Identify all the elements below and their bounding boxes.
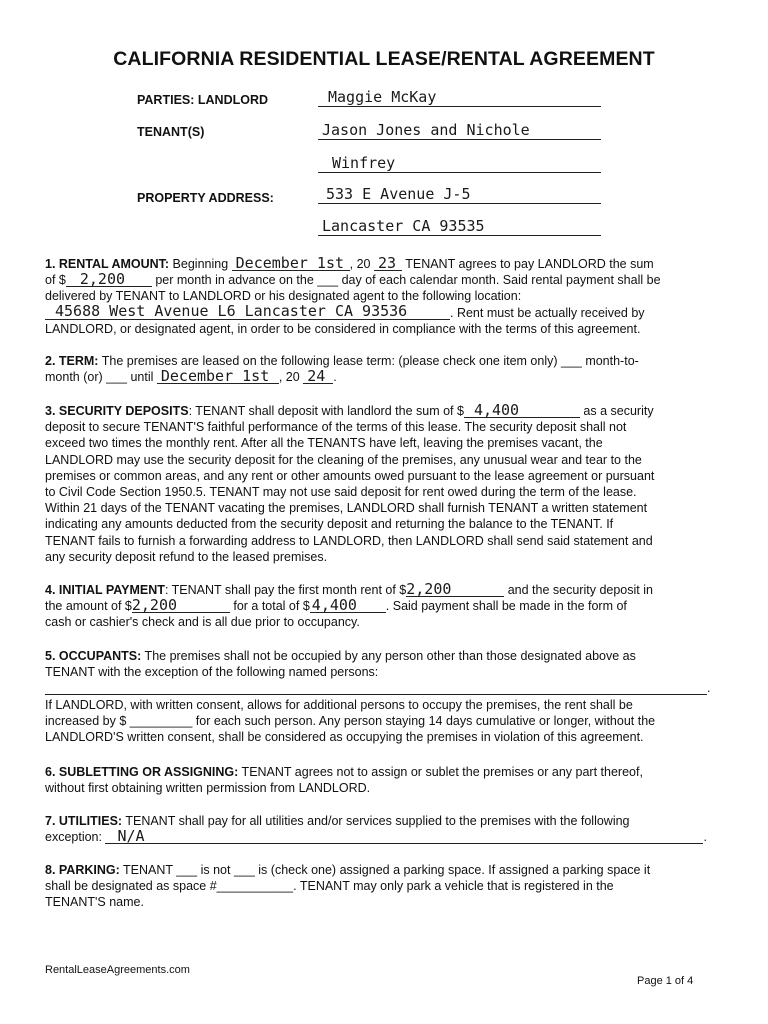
- parking-line-2: shall be designated as space #___________. TENANT may only park a vehicle that is registered in the: [45, 879, 614, 894]
- term-until-year-field: [303, 366, 333, 385]
- tenants-field-2: [318, 155, 601, 173]
- occupants-names-field: [45, 681, 707, 695]
- initial-line-3: cash or cashier's check and is all due prior to occupancy.: [45, 615, 360, 630]
- occupants-line-2: TENANT with the exception of the following named persons:: [45, 665, 379, 680]
- parking-heading: 8. PARKING:: [45, 863, 120, 877]
- rent-line-3: delivered by TENANT to LANDLORD or his designated agent to the following location:: [45, 289, 522, 304]
- rent-text-1: Beginning: [169, 257, 232, 271]
- deposit-line: LANDLORD may use the security deposit for the cleaning of the premises, any unusual wear and tear to the: [45, 452, 642, 467]
- utilities-exception-field: [105, 826, 703, 845]
- footer-site: RentalLeaseAgreements.com: [45, 964, 190, 976]
- deposit-line: indicating any amounts deducted from the security deposit and returning the balance to the TENANT. If: [45, 517, 614, 532]
- occupants-line-6: LANDLORD'S written consent, shall be considered as occupying the premises in violation of this agreement.: [45, 729, 644, 744]
- deposit-amount: 4,400: [473, 400, 520, 419]
- tenants-value-2: Winfrey: [332, 154, 396, 172]
- term-until-date: December 1st: [160, 366, 270, 385]
- property-address-value-2: Lancaster CA 93535: [322, 217, 485, 235]
- deposit-heading: 3. SECURITY DEPOSITS: [45, 404, 189, 418]
- rent-amount: 2,200: [79, 269, 126, 288]
- initial-text-1: : TENANT shall pay the first month rent of $: [164, 583, 407, 597]
- deposit-text-2: as a security: [579, 404, 654, 418]
- utilities-exception: N/A: [117, 826, 145, 845]
- term-text-2: month (or) ___ until: [45, 370, 157, 385]
- subletting-line-2: without first obtaining written permission from LANDLORD.: [45, 781, 371, 796]
- term-text-3: , 20: [278, 370, 304, 385]
- initial-text-5: . Said payment shall be made in the form of: [385, 599, 627, 614]
- initial-text-2: and the security deposit in: [504, 583, 653, 597]
- subletting-heading: 6. SUBLETTING OR ASSIGNING:: [45, 765, 239, 779]
- occupants-line-4: If LANDLORD, with written consent, allows for additional persons to occupy the premises, the rent shall be: [45, 697, 633, 712]
- deposit-line: any security deposit refund to the leased premises.: [45, 549, 328, 564]
- rent-text-5: per month in advance on the ___ day of each calendar month. Said rental payment shall be: [151, 273, 661, 288]
- tenants-field-1: [318, 122, 601, 140]
- occupants-period: .: [707, 681, 711, 696]
- rent-text-4: of $: [45, 273, 66, 288]
- rent-begin-date: December 1st: [235, 253, 345, 272]
- deposit-line: TENANT fails to furnish a forwarding address to LANDLORD, then LANDLORD shall send said statement and: [45, 533, 653, 548]
- deposit-line: deposit to secure TENANT'S faithful performance of the terms of this lease. The security deposit shall not: [45, 420, 627, 435]
- section-security-deposits: [45, 400, 725, 565]
- section-utilities: [45, 813, 725, 845]
- deposit-line: Within 21 days of the TENANT vacating the premises, LANDLORD shall furnish TENANT a written statement: [45, 501, 648, 516]
- rent-location-field: [45, 302, 450, 321]
- tenants-value-1: Jason Jones and Nichole: [322, 121, 530, 139]
- initial-deposit-field: [131, 595, 230, 614]
- initial-first-rent-field: [406, 579, 504, 598]
- initial-first-rent: 2,200: [406, 579, 452, 598]
- initial-text-4: for a total of $: [229, 599, 310, 614]
- rent-begin-year-field: [374, 253, 402, 272]
- deposit-line: premises or common areas, and any rent or other amounts owed pursuant to the lease agreement or pursuant: [45, 468, 655, 483]
- subletting-text-1: TENANT agrees not to assign or sublet the premises or any part thereof,: [238, 765, 643, 779]
- landlord-field: [318, 89, 601, 107]
- initial-total: 4,400: [311, 595, 357, 614]
- deposit-line: exceed two times the monthly rent. After all the TENANTS have left, leaving the premises vacant, the: [45, 436, 603, 451]
- initial-deposit-amount: 2,200: [131, 595, 178, 614]
- utilities-text-2: exception:: [45, 830, 106, 845]
- rent-text-3: TENANT agrees to pay LANDLORD the sum: [401, 257, 654, 271]
- property-address-field-2: [318, 218, 601, 236]
- rental-amount-heading: 1. RENTAL AMOUNT:: [45, 257, 170, 271]
- parking-text-1: TENANT ___ is not ___ is (check one) assigned a parking space. If assigned a parking space it: [119, 863, 651, 877]
- tenants-label: TENANT(S): [137, 125, 205, 139]
- property-address-field-1: [318, 186, 601, 204]
- occupants-heading: 5. OCCUPANTS:: [45, 649, 142, 663]
- section-parking: [45, 862, 725, 911]
- occupants-line-5: increased by $ _________ for each such person. Any person staying 14 days cumulative or longer, without the: [45, 713, 656, 728]
- utilities-heading: 7. UTILITIES:: [45, 814, 123, 828]
- section-initial-payment: [45, 579, 725, 631]
- section-rental-amount: [45, 253, 725, 337]
- utilities-text-3: .: [703, 830, 707, 845]
- rent-text-6: . Rent must be actually received by: [450, 305, 645, 320]
- section-term: [45, 353, 725, 385]
- property-address-value-1: 533 E Avenue J-5: [326, 185, 471, 203]
- term-text-1: The premises are leased on the following lease term: (please check one item only) ___ month-to-: [98, 354, 639, 368]
- deposit-amount-field: [464, 400, 580, 419]
- landlord-label: PARTIES: LANDLORD: [137, 93, 269, 107]
- section-occupants: [45, 648, 725, 745]
- initial-total-field: [310, 595, 386, 614]
- document-title: CALIFORNIA RESIDENTIAL LEASE/RENTAL AGREEMENT: [113, 48, 655, 70]
- rent-begin-date-field: [232, 253, 350, 272]
- occupants-text-1: The premises shall not be occupied by any person other than those designated above as: [141, 649, 636, 663]
- rent-line-5: LANDLORD, or designated agent, in order to be considered in compliance with the terms of this agreement.: [45, 321, 641, 336]
- deposit-text-1: : TENANT shall deposit with landlord the sum of $: [188, 404, 464, 418]
- term-heading: 2. TERM:: [45, 354, 99, 368]
- initial-text-3: the amount of $: [45, 599, 132, 614]
- landlord-value: Maggie McKay: [328, 88, 437, 106]
- property-address-label: PROPERTY ADDRESS:: [137, 191, 274, 205]
- term-until-year: 24: [307, 366, 326, 385]
- rent-text-2: , 20: [349, 257, 374, 271]
- rent-amount-field: [66, 269, 152, 288]
- parking-line-3: TENANT'S name.: [45, 895, 144, 910]
- rent-location: 45688 West Avenue L6 Lancaster CA 93536: [55, 302, 408, 321]
- term-until-date-field: [157, 366, 279, 385]
- footer-page-number: Page 1 of 4: [637, 975, 694, 987]
- utilities-text-1: TENANT shall pay for all utilities and/or services supplied to the premises with the following: [122, 814, 630, 828]
- section-subletting: [45, 764, 725, 796]
- rent-begin-year: 23: [377, 253, 397, 272]
- initial-heading: 4. INITIAL PAYMENT: [45, 583, 165, 597]
- deposit-line: to Civil Code Section 1950.5. TENANT may not use said deposit for rent owed during the term of the lease.: [45, 484, 637, 499]
- term-text-4: .: [333, 370, 337, 385]
